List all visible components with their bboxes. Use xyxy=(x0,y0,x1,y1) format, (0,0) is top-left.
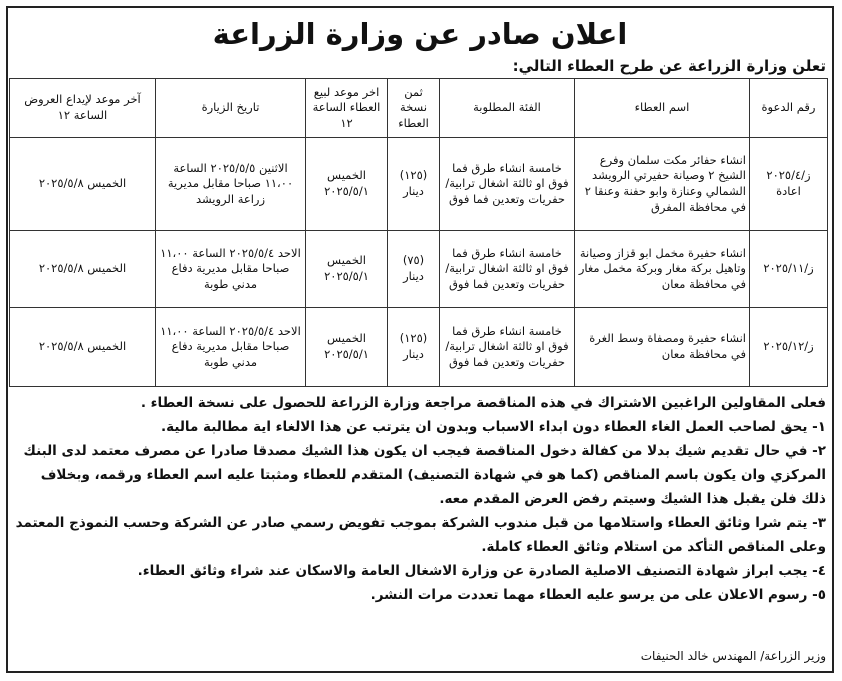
cell-category: خامسة انشاء طرق فما فوق او ثالثة اشغال ترابية/ حفريات وتعدين فما فوق xyxy=(440,308,575,387)
cell-category: خامسة انشاء طرق فما فوق او ثالثة اشغال ترابية/ حفريات وتعدين فما فوق xyxy=(440,138,575,231)
cell-visit: الاحد ٢٠٢٥/٥/٤ الساعة ١١،٠٠ صباحا مقابل مديرية دفاع مدني طوبة xyxy=(156,308,306,387)
cell-name: انشاء حفائر مكت سلمان وفرع الشيخ ٢ وصيانة حفيرتي الرويشد الشمالي وعنازة وابو حفنة وعنقا ٢ في محافظة المفرق xyxy=(575,138,750,231)
note-item: ١- يحق لصاحب العمل الغاء العطاء دون ابداء الاسباب وبدون ان يترتب عن هذا الالغاء اية مطالبة مالية. xyxy=(161,419,826,435)
tenders-table xyxy=(9,78,828,387)
cell-price: (٧٥) دينار xyxy=(388,231,440,308)
note-item: ٥- رسوم الاعلان على من يرسو عليه العطاء مهما تعددت مرات النشر. xyxy=(370,587,826,603)
note-intro: فعلى المقاولين الراغبين الاشتراك في هذه المناقصة مراجعة وزارة الزراعة للحصول على نسخة العطاء . xyxy=(140,395,826,411)
cell-category: خامسة انشاء طرق فما فوق او ثالثة اشغال ترابية/ حفريات وتعدين فما فوق xyxy=(440,231,575,308)
header-category: الفئة المطلوبة xyxy=(440,79,575,138)
header-number: رقم الدعوة xyxy=(750,79,828,138)
note-item: ٢- في حال تقديم شيك بدلا من كفالة دخول المناقصة فيجب ان يكون هذا الشيك مصدقا صادرا عن مصرف معتمد لدى البنك المركزي وان يكون باسم المناقص (كما هو في شهادة التصنيف) المتقدم للعطاء ومثبتا عليه اسم العطاء ورقمه، وبخلاف ذلك فلن يقبل هذا الشيك وسيتم رفض العرض المقدم معه. xyxy=(23,443,826,507)
note-item: ٣- يتم شرا وثائق العطاء واستلامها من قبل مندوب الشركة بموجب تفويض رسمي صادر عن الشركة وحسب النموذج المعتمد وعلى المناقص التأكد من استلام وثائق العطاء كاملة. xyxy=(15,515,826,555)
cell-number: ز/٢٠٢٥/١٢ xyxy=(750,308,828,387)
announcement-page xyxy=(6,6,834,673)
cell-price: (١٢٥) دينار xyxy=(388,308,440,387)
cell-visit: الاثنين ٢٠٢٥/٥/٥ الساعة ١١،٠٠ صباحا مقابل مديرية زراعة الرويشد xyxy=(156,138,306,231)
header-visit: تاريخ الزيارة xyxy=(156,79,306,138)
cell-number: ز/٢٠٢٥/١١ xyxy=(750,231,828,308)
cell-sale-deadline: الخميس ٢٠٢٥/٥/١ xyxy=(306,231,388,308)
cell-deposit-deadline: الخميس ٢٠٢٥/٥/٨ xyxy=(10,308,156,387)
table-row xyxy=(10,138,828,231)
signature: وزير الزراعة/ المهندس خالد الحنيفات xyxy=(640,649,826,663)
cell-sale-deadline: الخميس ٢٠٢٥/٥/١ xyxy=(306,138,388,231)
cell-name: انشاء حفيرة مخمل ابو قزاز وصيانة وتاهيل بركة مغار وبركة مخمل مغار في محافظة معان xyxy=(575,231,750,308)
header-price: ثمن نسخة العطاء xyxy=(388,79,440,138)
intro-text: تعلن وزارة الزراعة عن طرح العطاء التالي: xyxy=(512,57,826,75)
note-item: ٤- يجب ابراز شهادة التصنيف الاصلية الصادرة عن وزارة الاشغال العامة والاسكان عند شراء وثائق العطاء. xyxy=(137,563,826,579)
table-row xyxy=(10,231,828,308)
cell-name: انشاء حفيرة ومصفاة وسط الغرة في محافظة معان xyxy=(575,308,750,387)
cell-visit: الاحد ٢٠٢٥/٥/٤ الساعة ١١،٠٠ صباحا مقابل مديرية دفاع مدني طوبة xyxy=(156,231,306,308)
header-deposit-deadline: آخر موعد لإيداع العروض الساعة ١٢ xyxy=(10,79,156,138)
cell-price: (١٢٥) دينار xyxy=(388,138,440,231)
cell-sale-deadline: الخميس ٢٠٢٥/٥/١ xyxy=(306,308,388,387)
table-header-row xyxy=(10,79,828,138)
header-name: اسم العطاء xyxy=(575,79,750,138)
cell-deposit-deadline: الخميس ٢٠٢٥/٥/٨ xyxy=(10,138,156,231)
header-sale-deadline: اخر موعد لبيع العطاء الساعة ١٢ xyxy=(306,79,388,138)
cell-deposit-deadline: الخميس ٢٠٢٥/٥/٨ xyxy=(10,231,156,308)
notes-section xyxy=(8,387,832,607)
table-row xyxy=(10,308,828,387)
page-title: اعلان صادر عن وزارة الزراعة xyxy=(212,17,628,51)
cell-number: ز/٢٠٢٥/٤ اعادة xyxy=(750,138,828,231)
